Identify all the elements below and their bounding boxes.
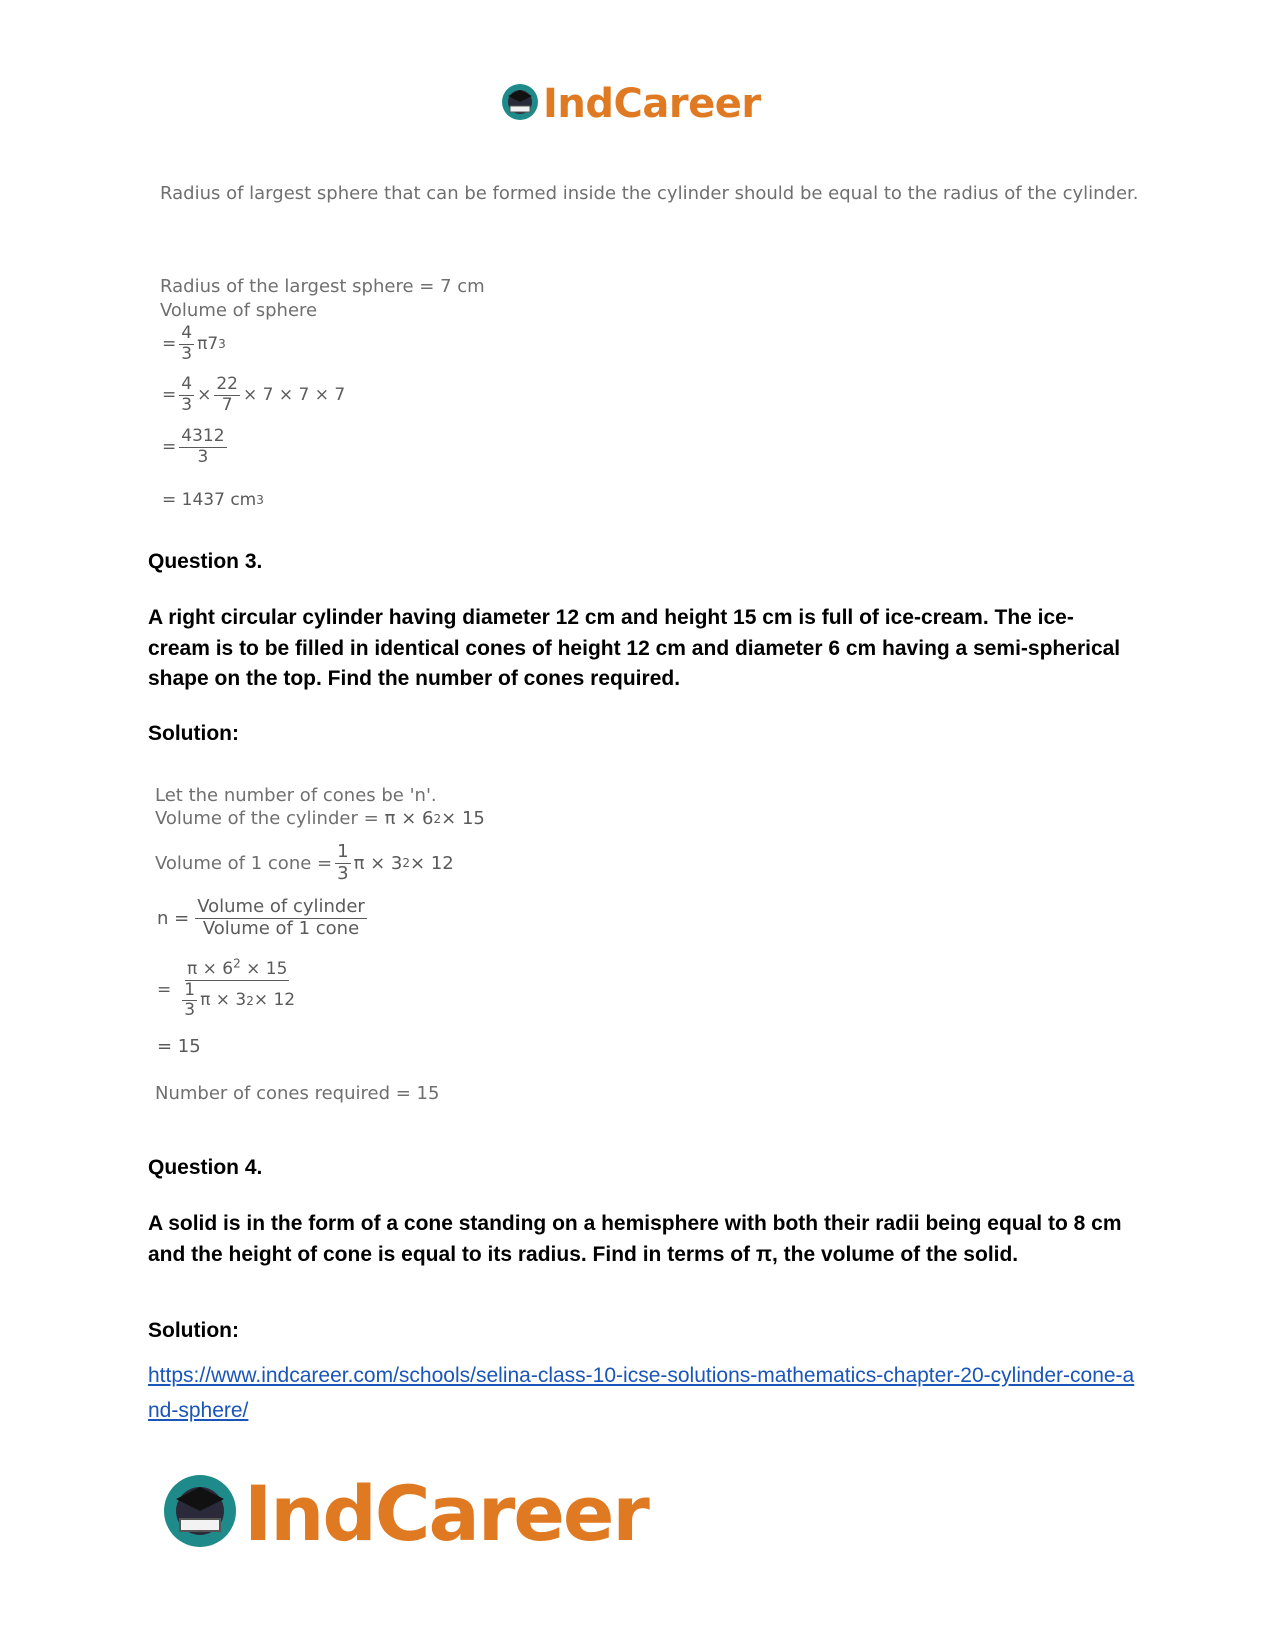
- radius-line: Radius of the largest sphere = 7 cm: [160, 276, 485, 297]
- logo-text: IndCareer: [543, 81, 761, 127]
- question-4-heading: Question 4.: [148, 1156, 263, 1179]
- volume-label: Volume of sphere: [160, 300, 318, 321]
- expression: × 12: [410, 852, 454, 874]
- numerator: 4312: [181, 426, 225, 446]
- sphere-result: = 1437 cm 3: [162, 490, 264, 510]
- expression: × 15: [240, 959, 288, 979]
- fraction: [182, 981, 197, 1021]
- denominator: $\frac{1}{3}$ π × 3 2 × 12: [184, 979, 296, 1021]
- exponent: 2: [233, 956, 241, 971]
- footer-logo: [160, 1468, 648, 1558]
- denominator: 3: [197, 446, 209, 467]
- expression: π × 6: [186, 959, 234, 979]
- q3-answer: Number of cones required = 15: [155, 1083, 440, 1104]
- question-3-solution-heading: Solution:: [148, 722, 239, 745]
- graduation-book-icon: [500, 82, 540, 127]
- question-3-text: A right circular cylinder having diameter 12 cm and height 15 cm is full of ice-cream. The ice-cream is to be filled in identical cones of height 12 cm and diameter 6 cm having a semi-spherical shape on the top. Find the number of cones required.: [148, 606, 1121, 690]
- fraction: [177, 956, 297, 1021]
- denominator: 3: [181, 343, 193, 364]
- numerator: [185, 956, 289, 981]
- expression: π × 3: [353, 852, 403, 874]
- denominator: 3: [184, 1000, 196, 1021]
- q3-n-definition: [157, 897, 370, 939]
- expression: π7: [197, 334, 219, 355]
- equals-sign: =: [162, 334, 177, 355]
- numerator: 1: [337, 841, 349, 862]
- q3-cylinder-volume: Volume of the cylinder = π × 6 2 × 15: [155, 808, 485, 829]
- q3-line-1: Let the number of cones be 'n'.: [155, 785, 437, 806]
- q3-result: = 15: [157, 1036, 201, 1057]
- equals-sign: =: [162, 385, 177, 406]
- equals-sign: =: [157, 980, 172, 1001]
- result-text: = 1437 cm: [162, 490, 257, 510]
- numerator: 4: [181, 374, 193, 394]
- solution-link[interactable]: https://www.indcareer.com/schools/selina-class-10-icse-solutions-mathematics-chapter-20-cylinder-cone-and-sphere/: [148, 1364, 1135, 1422]
- expression: π × 3: [200, 989, 247, 1010]
- sphere-step-2: [162, 375, 345, 415]
- denominator: 3: [337, 862, 349, 884]
- header-logo: [500, 78, 761, 130]
- question-4-text: A solid is in the form of a cone standing on a hemisphere with both their radii being equal to 8 cm and the height of cone is equal to its radius. Find in terms of π, the volume of the solid.: [148, 1212, 1122, 1266]
- expression: × 7 × 7 × 7: [242, 385, 346, 406]
- label: Volume of 1 cone =: [155, 852, 333, 874]
- logo-text: IndCareer: [244, 1468, 648, 1558]
- sphere-step-1: = $\frac{4}{3}$ π7 3: [162, 323, 226, 364]
- denominator: Volume of 1 cone: [202, 917, 360, 939]
- fraction: [179, 324, 194, 364]
- graduation-book-icon: [160, 1471, 240, 1556]
- intro-text: Radius of largest sphere that can be formed inside the cylinder should be equal to the radius of the cylinder.: [160, 183, 1139, 204]
- fraction: [195, 897, 367, 939]
- fraction: [179, 427, 226, 467]
- denominator: 7: [221, 394, 233, 415]
- q3-n-substitution: [157, 956, 300, 1021]
- numerator: 4: [181, 323, 193, 343]
- numerator: Volume of cylinder: [197, 896, 365, 917]
- expression: π × 6: [384, 808, 434, 829]
- expression: × 12: [253, 989, 296, 1010]
- q3-cone-volume: Volume of 1 cone = $\frac{1}{3}$ π × 3 2 × 12: [155, 841, 454, 884]
- expression: × 15: [441, 808, 485, 829]
- numerator: 22: [216, 374, 238, 394]
- numerator: 1: [184, 979, 196, 1000]
- fraction: [179, 375, 194, 415]
- fraction: [335, 842, 350, 884]
- equals-sign: =: [162, 437, 177, 458]
- question-4-solution-heading: Solution:: [148, 1319, 239, 1342]
- times-sign: ×: [197, 385, 212, 406]
- fraction: [214, 375, 240, 415]
- label: Volume of the cylinder =: [155, 808, 379, 829]
- question-3-heading: Question 3.: [148, 550, 263, 573]
- sphere-step-3: [162, 427, 230, 467]
- denominator: 3: [181, 394, 193, 415]
- label: n =: [157, 907, 190, 929]
